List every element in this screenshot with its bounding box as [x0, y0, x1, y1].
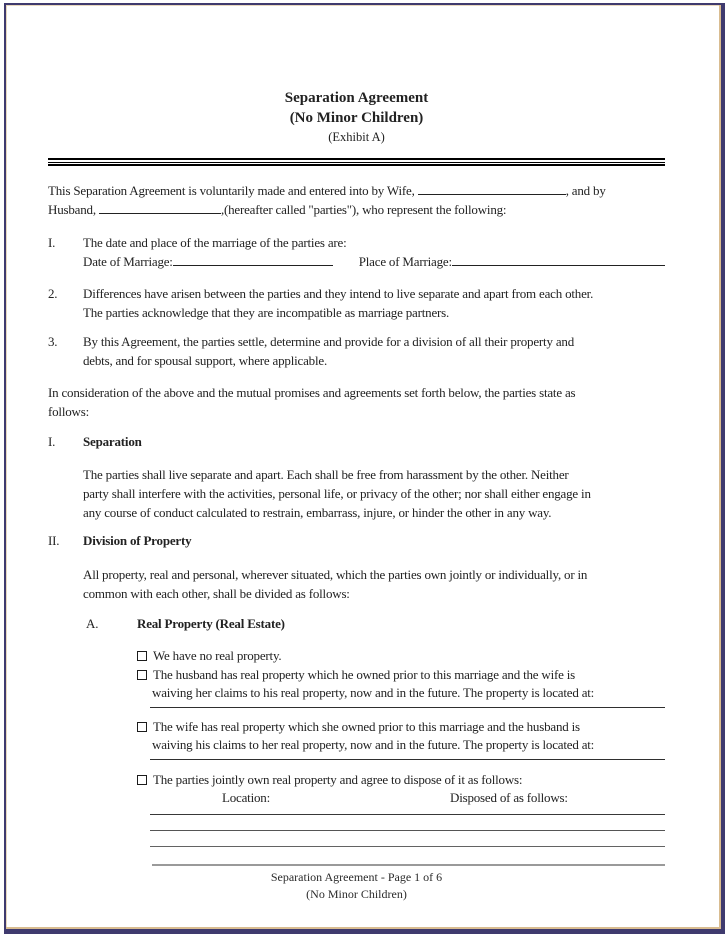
subsection-real-property: [86, 614, 665, 633]
separation-line-1: The parties shall live separate and apart. Each shall be free from harassment by the other. Neither: [83, 467, 569, 482]
separation-line-3: any course of conduct calculated to restrain, embarrass, injure, or hinder the other in any way.: [83, 505, 552, 520]
intro-line-1: [48, 181, 665, 200]
disposed-label: Disposed of as follows:: [450, 790, 568, 805]
location-label: Location:: [222, 790, 271, 805]
checkbox-husband-real-property: [137, 666, 665, 703]
joint-property-entry-line-3[interactable]: [150, 831, 665, 847]
page-subtitle: (No Minor Children): [289, 110, 424, 126]
intro-text-after-wife: , and by: [565, 183, 606, 198]
marriage-fields-row: [83, 252, 665, 271]
joint-property-option: [137, 771, 665, 790]
recital-2-line-2: The parties acknowledge that they are incompatible as marriage partners.: [83, 305, 450, 320]
checkbox-icon[interactable]: [137, 722, 147, 732]
separation-body: [83, 465, 665, 522]
checkbox-label: The parties jointly own real property and agree to dispose of it as follows:: [153, 771, 523, 787]
footer-subtitle: (No Minor Children): [306, 886, 407, 901]
checkbox-label-wrap: waiving her claims to his real property, now and in the future. The property is located at:: [152, 685, 595, 700]
recital-3-line-2: debts, and for spousal support, where applicable.: [83, 353, 327, 368]
recital-item-3: [48, 332, 665, 370]
intro-text-before-wife: This Separation Agreement is voluntarily made and entered into by Wife,: [48, 183, 415, 198]
page-title: Separation Agreement: [284, 90, 429, 106]
joint-property-column-headers: [137, 789, 665, 808]
section-title: Separation: [83, 434, 142, 449]
page-content: [48, 0, 665, 903]
section-number: I.: [48, 434, 56, 449]
recital-3-line-1: By this Agreement, the parties settle, determine and provide for a division of all their property and: [83, 334, 574, 349]
joint-property-entry-line-2[interactable]: [150, 815, 665, 831]
double-rule-divider: [48, 158, 665, 166]
checkbox-icon[interactable]: [137, 651, 147, 661]
section-heading-separation: [48, 432, 665, 451]
page-footer: [48, 869, 665, 903]
recital-body: [83, 332, 665, 370]
consideration-paragraph: [48, 383, 665, 421]
recital-body: [83, 233, 665, 271]
checkbox-icon[interactable]: [137, 775, 147, 785]
husband-name-blank[interactable]: [99, 201, 221, 214]
footer-separator: [152, 864, 665, 866]
consideration-line-2: follows:: [48, 404, 90, 419]
recital-item-2: [48, 284, 665, 322]
joint-property-entry-line-1[interactable]: [150, 808, 665, 815]
recital-number: I.: [48, 235, 56, 250]
checkbox-label: We have no real property.: [153, 648, 282, 663]
recital-item-1: [48, 233, 665, 271]
section-heading-division-of-property: [48, 531, 665, 550]
recital-body: [83, 284, 665, 322]
place-of-marriage-label: Place of Marriage:: [358, 254, 452, 269]
section-title: Division of Property: [83, 533, 192, 548]
husband-property-location-line[interactable]: [150, 707, 665, 708]
date-of-marriage-blank[interactable]: [173, 253, 333, 266]
division-line-1: All property, real and personal, wherever situated, which the parties own jointly or individually, or in: [83, 567, 588, 582]
subsection-title: Real Property (Real Estate): [137, 616, 285, 631]
recital-2-line-1: Differences have arisen between the parties and they intend to live separate and apart from each other.: [83, 286, 594, 301]
title-block: [48, 88, 665, 146]
intro-line-2: [48, 200, 665, 219]
real-property-options-continued: [137, 718, 665, 755]
checkbox-label-wrap: waiving his claims to her real property, now and in the future. The property is located at:: [152, 737, 595, 752]
checkbox-label: The husband has real property which he owned prior to this marriage and the wife is: [153, 666, 576, 682]
intro-text-husband: Husband,: [48, 202, 96, 217]
real-property-options: [137, 647, 665, 703]
checkbox-icon[interactable]: [137, 670, 147, 680]
separation-line-2: party shall interfere with the activities, personal life, or privacy of the other; nor shall either engage in: [83, 486, 591, 501]
subsection-letter: A.: [86, 616, 99, 631]
wife-property-location-line[interactable]: [150, 759, 665, 760]
checkbox-joint-real-property: [137, 771, 665, 790]
checkbox-wife-real-property: [137, 718, 665, 755]
recital-1-text: The date and place of the marriage of the parties are:: [83, 235, 347, 250]
division-line-2: common with each other, shall be divided as follows:: [83, 586, 350, 601]
recital-number: 2.: [48, 286, 58, 301]
wife-name-blank[interactable]: [418, 182, 566, 195]
place-of-marriage-blank[interactable]: [452, 253, 665, 266]
section-number: II.: [48, 533, 60, 548]
exhibit-label: (Exhibit A): [328, 130, 385, 144]
checkbox-label: The wife has real property which she owned prior to this marriage and the husband is: [153, 718, 580, 734]
checkbox-no-real-property: [137, 647, 665, 666]
consideration-line-1: In consideration of the above and the mutual promises and agreements set forth below, the parties state as: [48, 385, 576, 400]
recital-number: 3.: [48, 334, 58, 349]
date-of-marriage-label: Date of Marriage:: [83, 254, 173, 269]
footer-page-label: Separation Agreement - Page 1 of 6: [270, 869, 443, 884]
intro-paragraph: [48, 181, 665, 219]
intro-text-after-husband: ,(hereafter called "parties"), who represent the following:: [220, 202, 507, 217]
division-body: [83, 565, 665, 603]
